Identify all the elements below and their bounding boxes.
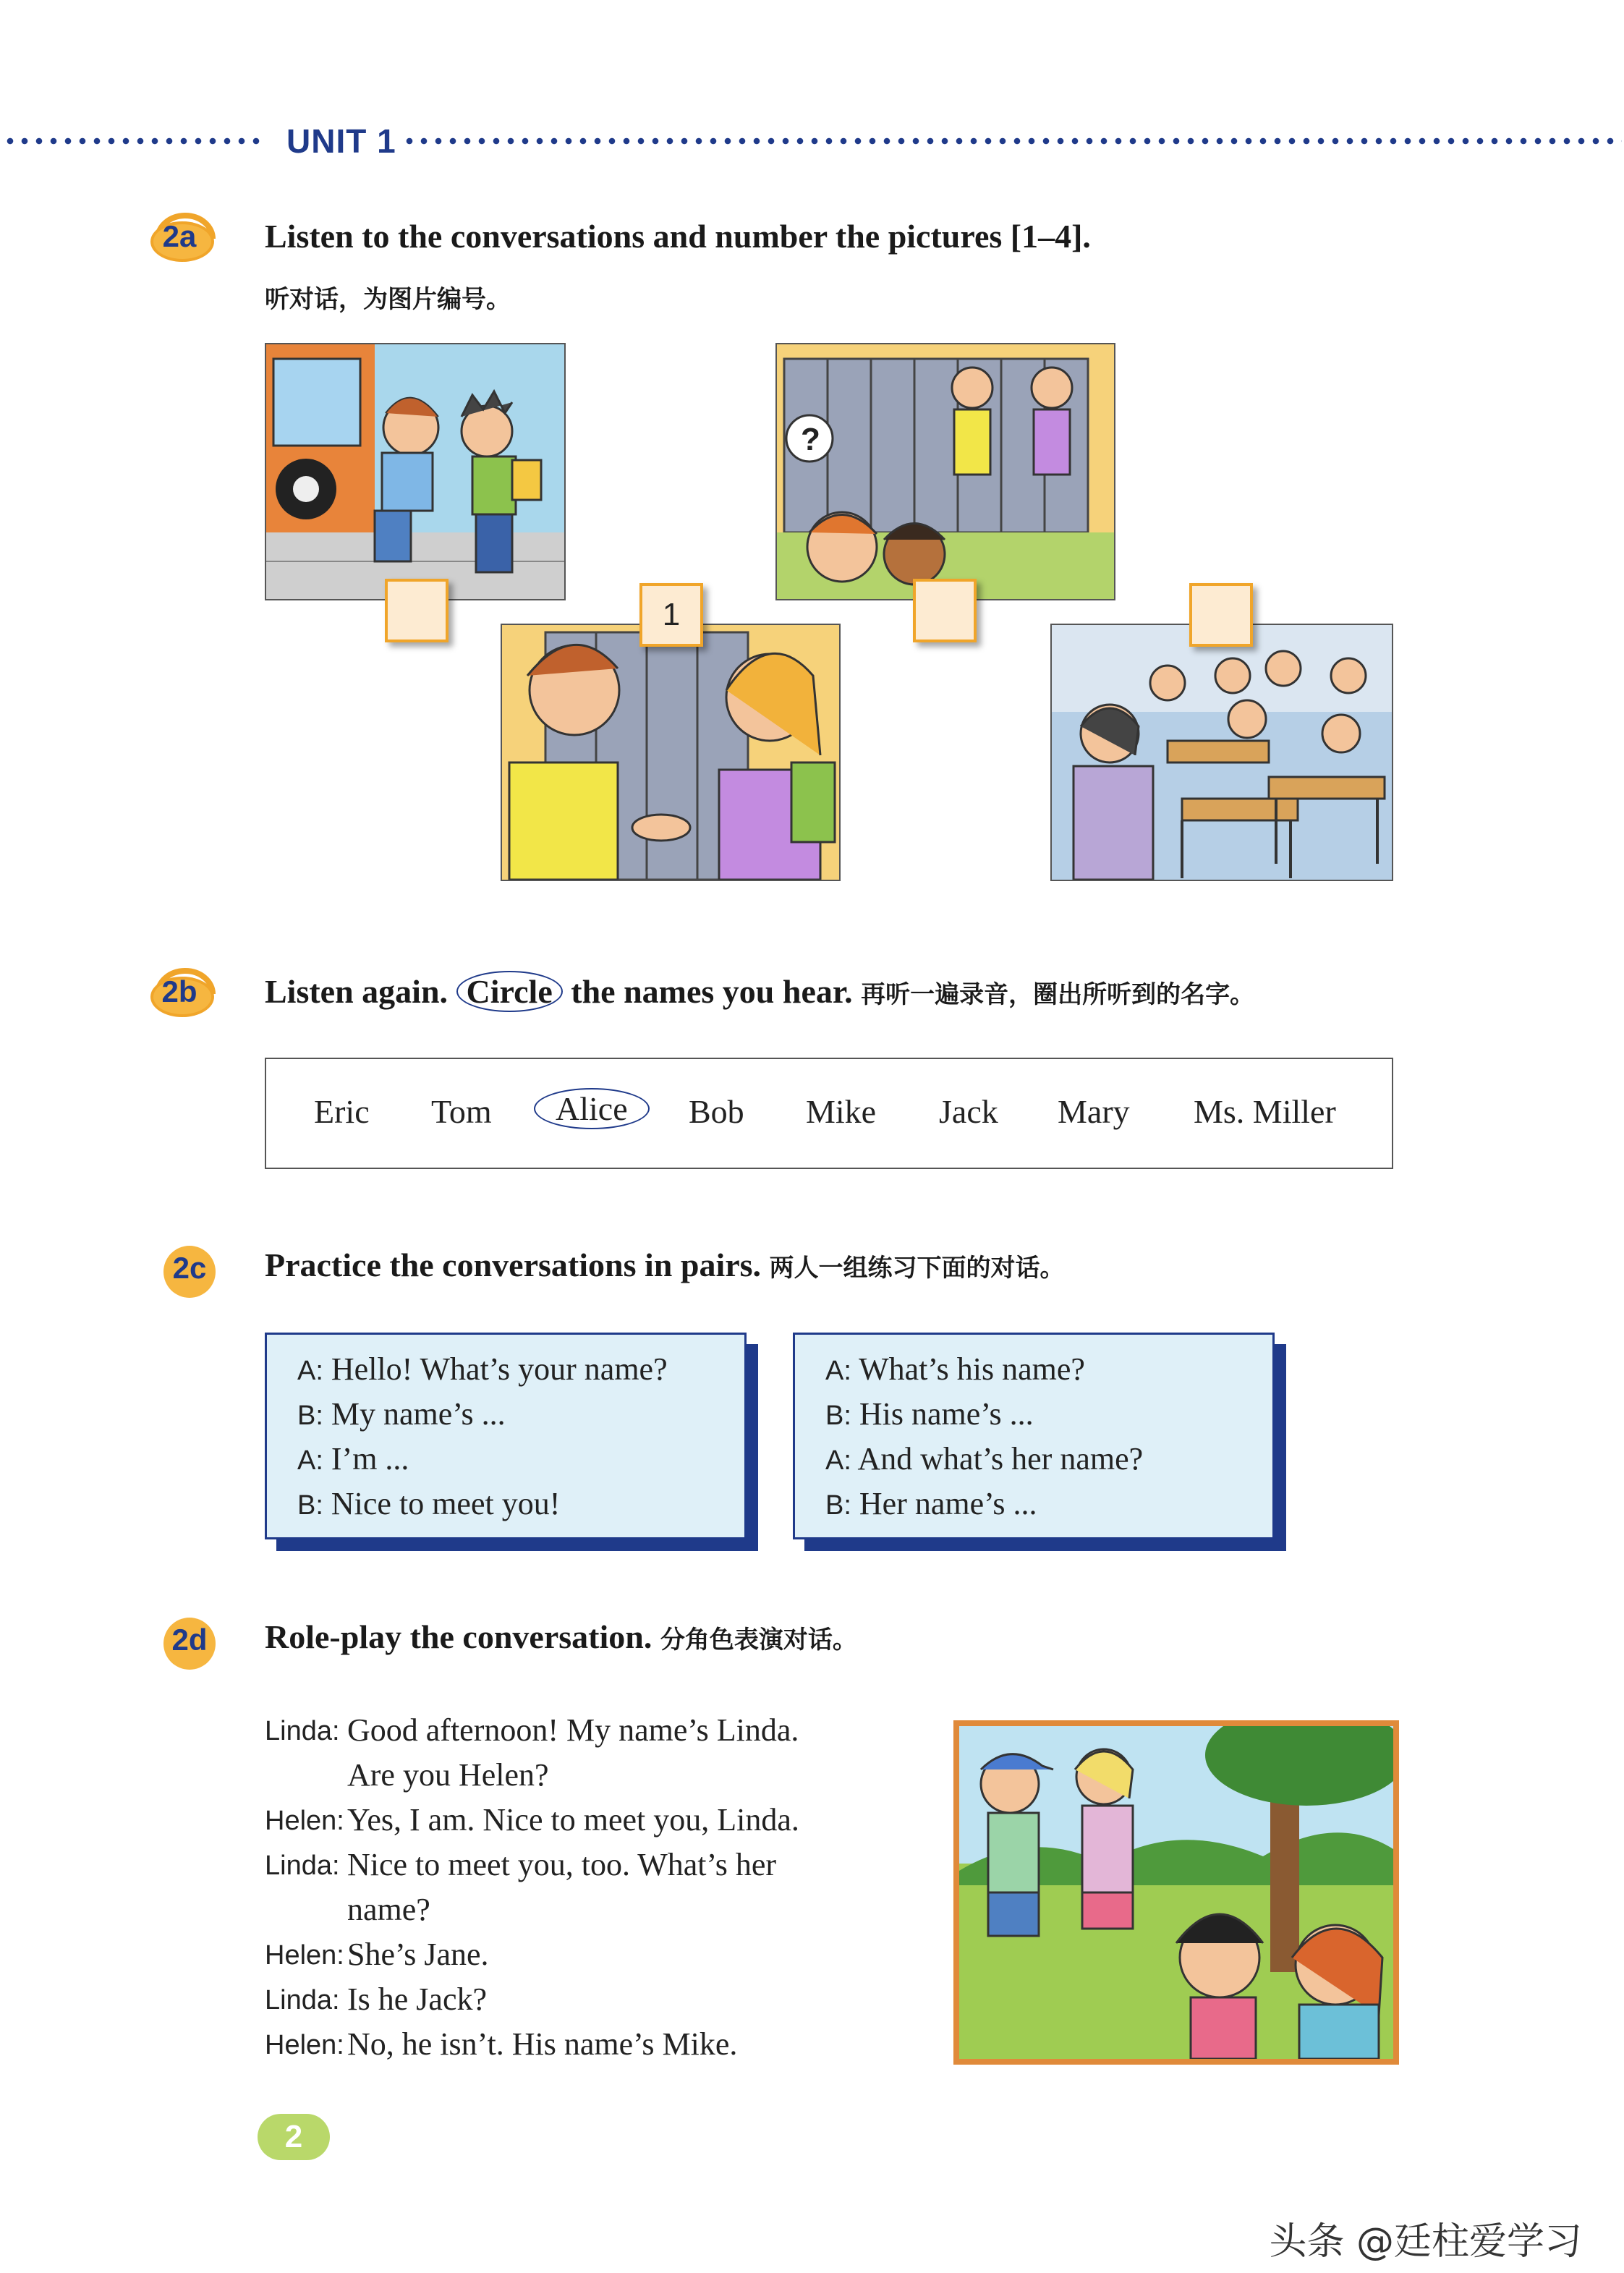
name-option[interactable]: Tom — [431, 1093, 492, 1130]
unit-title: UNIT 1 — [286, 122, 396, 160]
picture-classroom — [1050, 624, 1393, 881]
circle-word: Circle — [456, 971, 563, 1012]
badge-2d: 2d — [159, 1615, 229, 1665]
name-option[interactable]: Eric — [314, 1093, 370, 1130]
instruction-2b — [265, 971, 1254, 1012]
header-dots-right — [402, 136, 1622, 146]
instruction-2b-part1: Listen again. — [265, 973, 448, 1010]
instruction-2d — [265, 1618, 857, 1656]
dialog-line: A: What’s his name? — [825, 1351, 1085, 1387]
speaker-label: Helen: — [265, 2030, 344, 2060]
dialog-box-right — [793, 1333, 1275, 1539]
dialog-line: B: My name’s ... — [297, 1396, 506, 1432]
instruction-2c-cn: 两人一组练习下面的对话。 — [769, 1254, 1065, 1283]
speaker-label: Linda: — [265, 1985, 340, 2015]
speaker-label: Helen: — [265, 1940, 344, 1971]
instruction-2c — [265, 1246, 1065, 1284]
svg-text:?: ? — [801, 422, 820, 457]
dialogue-line: Yes, I am. Nice to meet you, Linda. — [347, 1802, 799, 1837]
dialog-line: B: Nice to meet you! — [297, 1486, 561, 1521]
watermark-text: 头条 @廷柱爱学习 — [1269, 2220, 1582, 2264]
page-number: 2 — [258, 2114, 330, 2160]
instruction-2d-cn: 分角色表演对话。 — [660, 1626, 857, 1654]
name-option[interactable]: Ms. Miller — [1194, 1093, 1336, 1130]
dialogue-line: No, he isn’t. His name’s Mike. — [347, 2026, 738, 2062]
dialog-line: A: And what’s her name? — [825, 1441, 1144, 1477]
names-box — [265, 1058, 1393, 1169]
number-box-picture-1[interactable] — [385, 579, 448, 642]
picture-handshake-lockers — [501, 624, 841, 881]
speaker-label: Linda: — [265, 1851, 340, 1881]
speaker-label: Linda: — [265, 1716, 340, 1746]
dialogue-line: She’s Jane. — [347, 1937, 489, 1972]
instruction-2b-part2: the names you hear. — [571, 973, 853, 1010]
header-dots-left — [3, 136, 263, 146]
name-option[interactable]: Bob — [689, 1093, 744, 1130]
dialog-box-left — [265, 1333, 747, 1539]
picture-bus-stop — [265, 343, 566, 600]
name-option-circled[interactable]: Alice — [534, 1088, 650, 1129]
name-option[interactable]: Mike — [806, 1093, 877, 1130]
number-box-picture-3[interactable]: 1 — [639, 583, 703, 647]
dialogue-line: Are you Helen? — [347, 1757, 549, 1793]
dialogue-line: Good afternoon! My name’s Linda. — [347, 1712, 799, 1748]
dialogue-line: Is he Jack? — [347, 1981, 488, 2017]
name-option[interactable]: Jack — [939, 1093, 998, 1130]
dialog-line: B: Her name’s ... — [825, 1486, 1037, 1521]
dialog-line: A: Hello! What’s your name? — [297, 1351, 668, 1387]
instruction-2a: Listen to the conversations and number the pictures [1–4]. — [265, 218, 1091, 255]
instruction-2c-text: Practice the conversations in pairs. — [265, 1246, 762, 1283]
dialogue-line: Nice to meet you, too. What’s her — [347, 1847, 777, 1882]
dialog-line: A: I’m ... — [297, 1441, 409, 1477]
picture-lockers-group — [775, 343, 1115, 600]
instruction-2d-text: Role-play the conversation. — [265, 1618, 652, 1655]
instruction-2a-cn: 听对话，为图片编号。 — [265, 285, 511, 314]
badge-2b: 2b — [145, 966, 214, 1017]
speaker-label: Helen: — [265, 1806, 344, 1836]
name-option[interactable]: Mary — [1058, 1093, 1130, 1130]
picture-park-meeting — [953, 1720, 1399, 2065]
dialogue-line: name? — [347, 1892, 430, 1927]
instruction-2b-cn: 再听一遍录音，圈出所听到的名字。 — [861, 980, 1255, 1009]
badge-2a: 2a — [145, 211, 214, 262]
dialog-line: B: His name’s ... — [825, 1396, 1034, 1432]
number-box-picture-4[interactable] — [1189, 583, 1253, 647]
number-box-picture-2[interactable] — [913, 579, 977, 642]
badge-2c: 2c — [159, 1243, 229, 1293]
